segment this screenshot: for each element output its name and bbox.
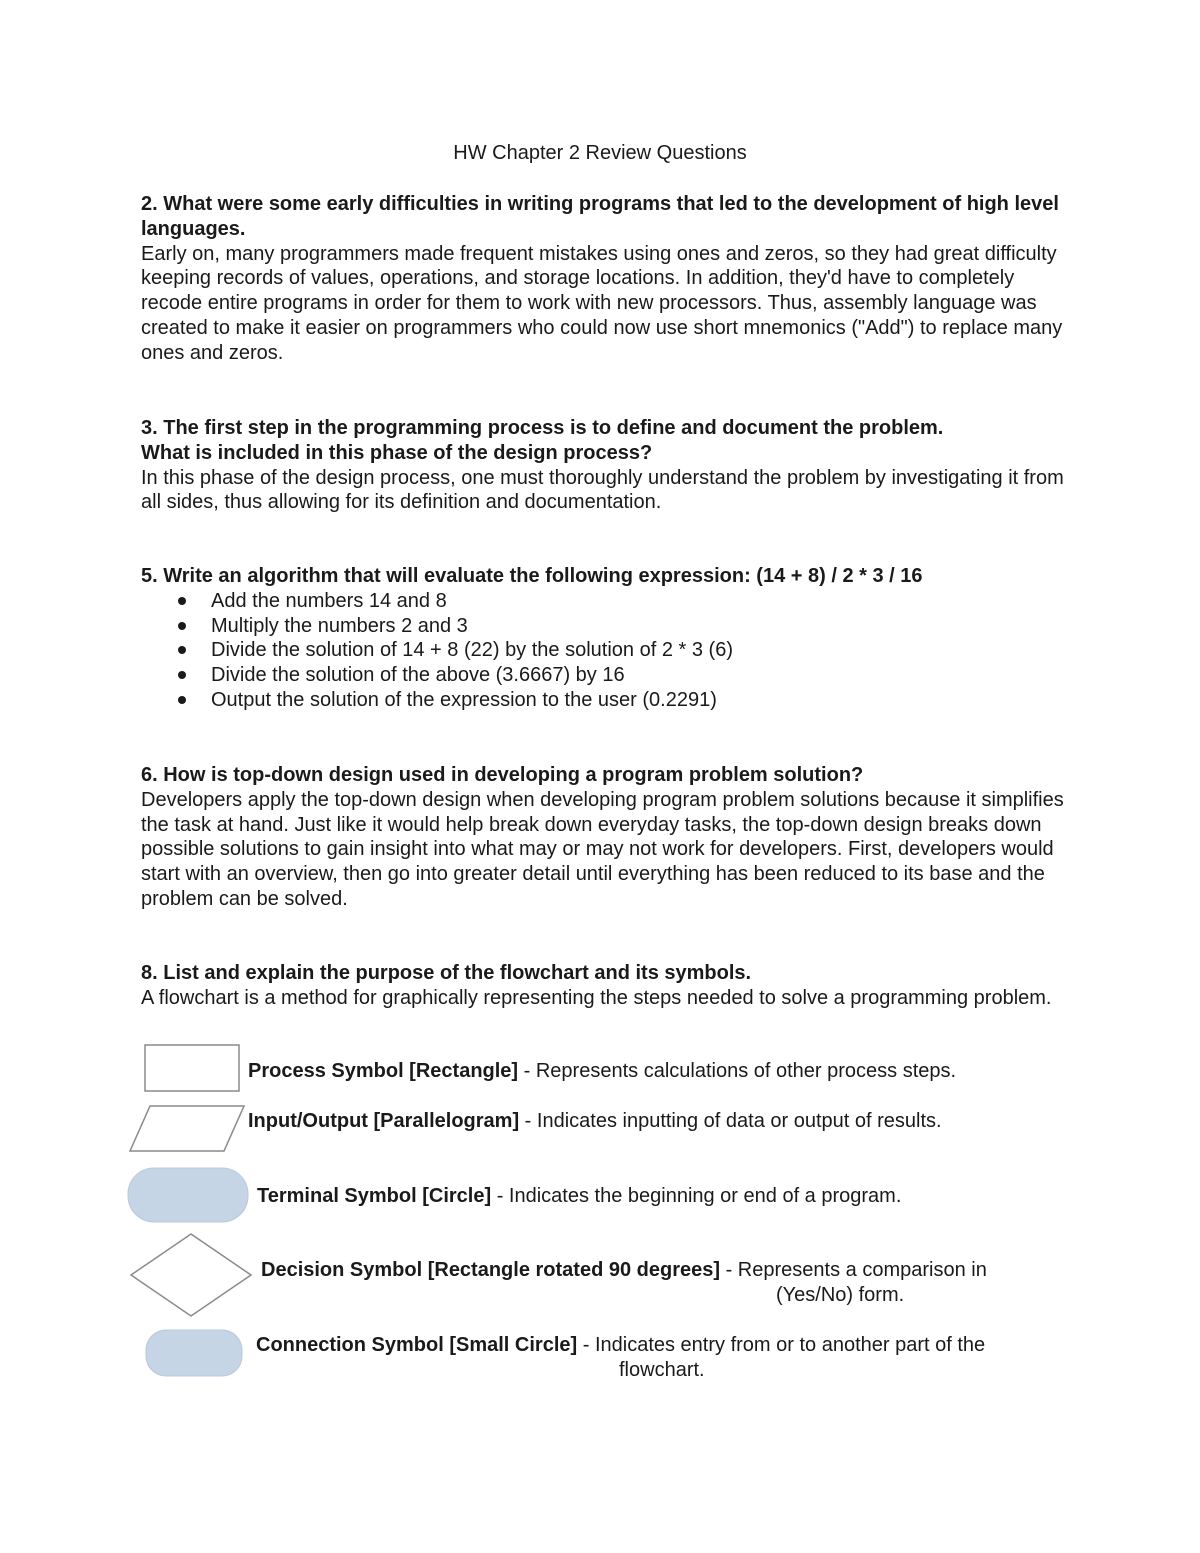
question-3-section	[141, 416, 1071, 515]
terminal-oval-icon	[126, 1166, 250, 1224]
connection-symbol-row-continued	[619, 1358, 705, 1383]
parallelogram-icon	[128, 1103, 248, 1155]
question-6: 6. How is top-down design used in developing a program problem solution?	[141, 764, 864, 786]
rectangle-icon	[142, 1043, 242, 1095]
question-8-section	[141, 961, 1071, 1011]
io-symbol-desc: - Indicates inputting of data or output of results.	[519, 1110, 942, 1132]
list-item	[141, 688, 1071, 713]
question-3-line-2: What is included in this phase of the design process?	[141, 441, 653, 464]
process-symbol-row	[248, 1059, 956, 1084]
bullet-icon	[178, 597, 186, 605]
page-title: HW Chapter 2 Review Questions	[453, 142, 747, 164]
decision-symbol-desc: - Represents a comparison in	[720, 1259, 987, 1281]
decision-symbol-row	[261, 1258, 987, 1283]
terminal-symbol-desc: - Indicates the beginning or end of a program.	[491, 1185, 902, 1207]
connection-symbol-desc: - Indicates entry from or to another part of the	[577, 1334, 986, 1356]
connection-symbol-desc-2: flowchart.	[619, 1359, 705, 1381]
connection-symbol-name: Connection Symbol [Small Circle]	[256, 1334, 578, 1356]
decision-symbol-name: Decision Symbol [Rectangle rotated 90 degrees]	[261, 1259, 721, 1281]
question-5-section	[141, 564, 1071, 713]
answer-3: In this phase of the design process, one must thoroughly understand the problem by investigating it from all sides, thus allowing for its definition and documentation.	[141, 466, 1064, 514]
list-item	[141, 638, 1071, 663]
terminal-symbol-row	[257, 1184, 901, 1209]
question-3-line-1: 3. The first step in the programming process is to define and document the problem.	[141, 417, 944, 439]
step-text: Add the numbers 14 and 8	[211, 589, 447, 612]
question-2: 2. What were some early difficulties in writing programs that led to the development of high level languages.	[141, 193, 1059, 240]
list-item	[141, 614, 1071, 639]
io-symbol-name: Input/Output [Parallelogram]	[248, 1110, 520, 1132]
connection-symbol-row	[256, 1333, 985, 1358]
question-2-section	[141, 192, 1071, 366]
list-item	[141, 589, 1071, 614]
step-text: Divide the solution of 14 + 8 (22) by the solution of 2 * 3 (6)	[211, 639, 733, 662]
bullet-icon	[178, 622, 186, 630]
decision-symbol-desc-2: (Yes/No) form.	[776, 1284, 905, 1306]
algorithm-steps-list	[141, 589, 1071, 713]
question-8: 8. List and explain the purpose of the flowchart and its symbols.	[141, 962, 752, 984]
answer-2: Early on, many programmers made frequent mistakes using ones and zeros, so they had great difficulty keeping records of values, operations, and storage locations. In addition, they'd have to completely recode entire programs in order for them to work with new processors. Thus, assembly language was created to make it easier on programmers who could now use short mnemonics ("Add") to replace many ones and zeros.	[141, 242, 1063, 364]
bullet-icon	[178, 696, 186, 704]
list-item	[141, 663, 1071, 688]
io-symbol-row	[248, 1109, 942, 1134]
step-text: Divide the solution of the above (3.6667) by 16	[211, 664, 625, 687]
diamond-icon	[128, 1231, 254, 1319]
step-text: Multiply the numbers 2 and 3	[211, 614, 468, 637]
question-5: 5. Write an algorithm that will evaluate the following expression: (14 + 8) / 2 * 3 / 16	[141, 565, 923, 587]
terminal-symbol-name: Terminal Symbol [Circle]	[257, 1185, 492, 1207]
decision-symbol-row-continued	[776, 1283, 904, 1308]
bullet-icon	[178, 646, 186, 654]
question-6-section	[141, 763, 1071, 912]
step-text: Output the solution of the expression to the user (0.2291)	[211, 688, 717, 711]
bullet-icon	[178, 671, 186, 679]
answer-8: A flowchart is a method for graphically representing the steps needed to solve a programming problem.	[141, 986, 1052, 1009]
process-symbol-name: Process Symbol [Rectangle]	[248, 1060, 519, 1082]
process-symbol-desc: - Represents calculations of other process steps.	[518, 1060, 957, 1082]
connector-oval-icon	[144, 1328, 244, 1378]
answer-6: Developers apply the top-down design when developing program problem solutions because it simplifies the task at hand. Just like it would help break down everyday tasks, the top-down design breaks down possible solutions to gain insight into what may or may not work for developers. First, developers would start with an overview, then go into greater detail until everything has been reduced to its base and the problem can be solved.	[141, 788, 1064, 910]
